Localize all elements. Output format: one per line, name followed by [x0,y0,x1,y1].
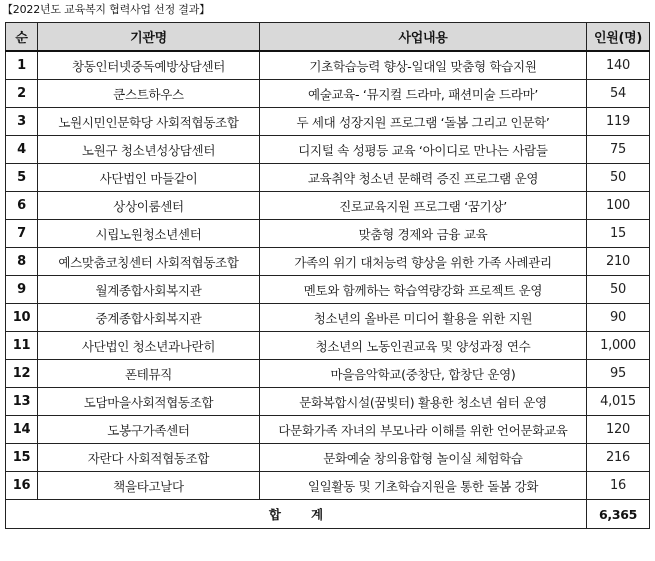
cell-no: 5 [6,164,38,192]
page-title: 【2022년도 교육복지 협력사업 선정 결과】 [2,3,210,16]
header-no: 순 [6,23,38,52]
cell-count: 16 [587,472,650,500]
cell-org: 도봉구가족센터 [38,416,260,444]
table-header-row [6,23,650,52]
cell-count: 210 [587,248,650,276]
cell-count: 4,015 [587,388,650,416]
cell-org: 중계종합사회복지관 [38,304,260,332]
cell-count: 75 [587,136,650,164]
cell-no: 8 [6,248,38,276]
cell-org: 창동인터넷중독예방상담센터 [38,51,260,80]
cell-content: 디지털 속 성평등 교육 ‘아이디로 만나는 사람들 [260,136,587,164]
cell-count: 100 [587,192,650,220]
total-label: 합계 [6,500,587,529]
table-row [6,248,650,276]
cell-content: 문화예술 창의융합형 놀이실 체험학습 [260,444,587,472]
total-count: 6,365 [587,500,650,529]
cell-org: 노원시민인문학당 사회적협동조합 [38,108,260,136]
cell-no: 13 [6,388,38,416]
cell-content: 멘토와 함께하는 학습역량강화 프로젝트 운영 [260,276,587,304]
cell-content: 맞춤형 경제와 금융 교육 [260,220,587,248]
cell-count: 1,000 [587,332,650,360]
cell-content: 다문화가족 자녀의 부모나라 이해를 위한 언어문화교육 [260,416,587,444]
cell-content: 교육취약 청소년 문해력 증진 프로그램 운영 [260,164,587,192]
cell-content: 예술교육- ‘뮤지컬 드라마, 패션미술 드라마’ [260,80,587,108]
cell-count: 50 [587,164,650,192]
cell-count: 119 [587,108,650,136]
cell-no: 15 [6,444,38,472]
cell-count: 50 [587,276,650,304]
table-row [6,80,650,108]
cell-org: 노원구 청소년성상담센터 [38,136,260,164]
cell-count: 95 [587,360,650,388]
cell-no: 16 [6,472,38,500]
header-count: 인원(명) [587,23,650,52]
cell-org: 도담마을사회적협동조합 [38,388,260,416]
cell-no: 10 [6,304,38,332]
cell-content: 가족의 위기 대처능력 향상을 위한 가족 사례관리 [260,248,587,276]
cell-org: 상상이룸센터 [38,192,260,220]
cell-no: 1 [6,51,38,80]
table-row [6,136,650,164]
cell-org: 사단법인 청소년과나란히 [38,332,260,360]
cell-content: 마을음악학교(중창단, 합창단 운영) [260,360,587,388]
cell-count: 15 [587,220,650,248]
total-row [6,500,650,529]
cell-content: 진로교육지원 프로그램 ‘꿈기상’ [260,192,587,220]
cell-org: 폰테뮤직 [38,360,260,388]
cell-no: 9 [6,276,38,304]
cell-count: 140 [587,51,650,80]
cell-org: 책을타고날다 [38,472,260,500]
cell-count: 54 [587,80,650,108]
cell-no: 11 [6,332,38,360]
cell-content: 두 세대 성장지원 프로그램 ‘돌봄 그리고 인문학’ [260,108,587,136]
header-content: 사업내용 [260,23,587,52]
table-row [6,192,650,220]
cell-no: 14 [6,416,38,444]
cell-org: 쿤스트하우스 [38,80,260,108]
cell-org: 월계종합사회복지관 [38,276,260,304]
table-row [6,360,650,388]
cell-org: 사단법인 마들같이 [38,164,260,192]
cell-no: 2 [6,80,38,108]
cell-no: 12 [6,360,38,388]
cell-no: 7 [6,220,38,248]
table-row [6,472,650,500]
cell-org: 자란다 사회적협동조합 [38,444,260,472]
table-row [6,276,650,304]
cell-org: 시립노원청소년센터 [38,220,260,248]
cell-no: 6 [6,192,38,220]
results-table [5,22,650,529]
cell-org: 예스맞춤코칭센터 사회적협동조합 [38,248,260,276]
table-row [6,416,650,444]
cell-content: 기초학습능력 향상-일대일 맞춤형 학습지원 [260,51,587,80]
cell-content: 문화복합시설(꿈빛터) 활용한 청소년 쉼터 운영 [260,388,587,416]
cell-count: 90 [587,304,650,332]
table-row [6,164,650,192]
cell-count: 120 [587,416,650,444]
table-row [6,220,650,248]
cell-content: 청소년의 노동인권교육 및 양성과정 연수 [260,332,587,360]
table-row [6,51,650,80]
cell-content: 일일활동 및 기초학습지원을 통한 돌봄 강화 [260,472,587,500]
table-row [6,108,650,136]
cell-content: 청소년의 올바른 미디어 활용을 위한 지원 [260,304,587,332]
cell-no: 3 [6,108,38,136]
table-row [6,444,650,472]
table-row [6,332,650,360]
cell-count: 216 [587,444,650,472]
table-row [6,304,650,332]
header-org: 기관명 [38,23,260,52]
table-row [6,388,650,416]
cell-no: 4 [6,136,38,164]
